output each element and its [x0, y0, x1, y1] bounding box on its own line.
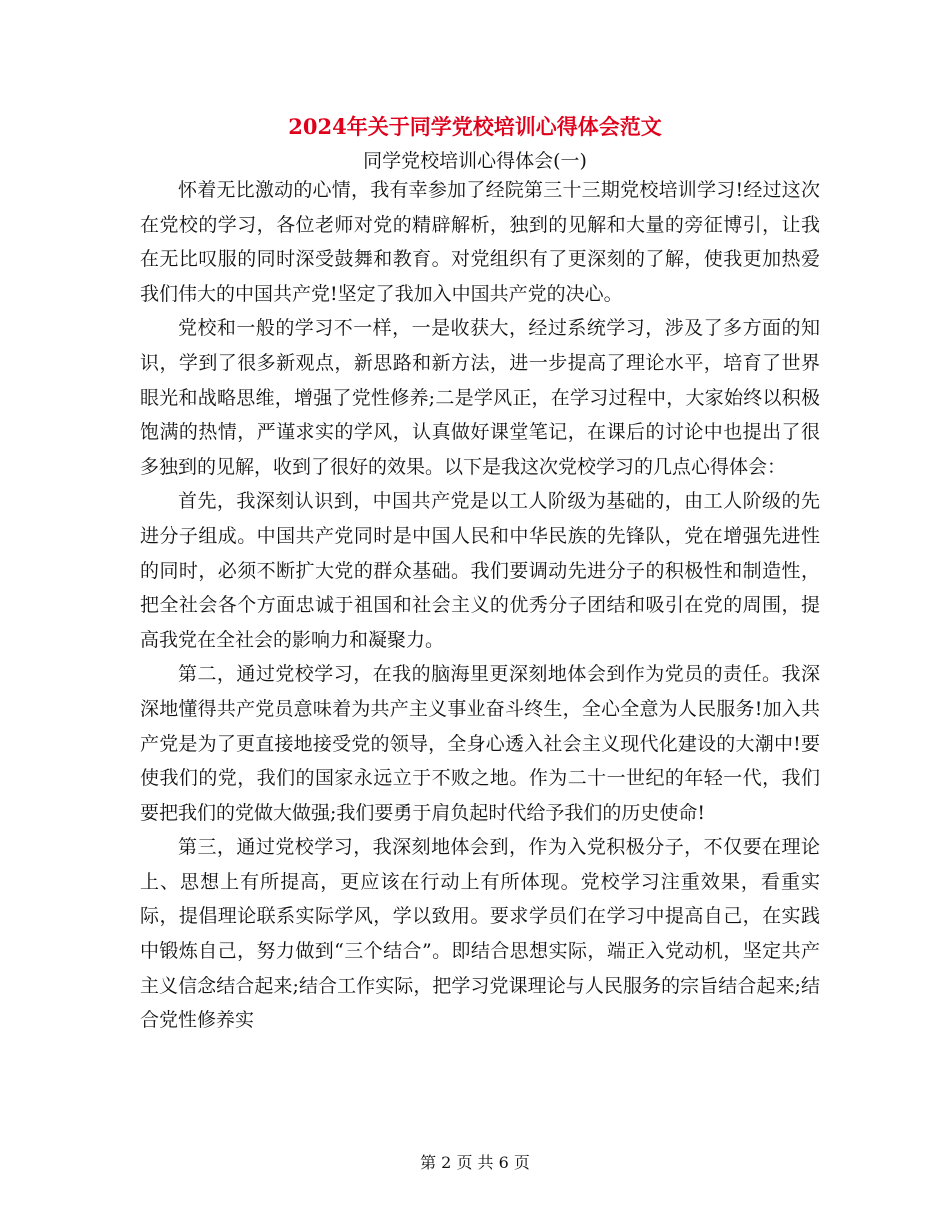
- page-number-footer: 第 2 页 共 6 页: [420, 1153, 530, 1172]
- document-subtitle: 同学党校培训心得体会(一): [363, 150, 587, 172]
- paragraph-3: 首先，我深刻认识到，中国共产党是以工人阶级为基础的，由工人阶级的先进分子组成。中国共产党同时是中国人民和中华民族的先锋队，党在增强先进性的同时，必须不断扩大党的群众基础。我们要调动先进分子的积极性和制造性，把全社会各个方面忠诚于祖国和社会主义的优秀分子团结和吸引在党的周围，提高我党在全社会的影响力和凝聚力。: [140, 490, 820, 651]
- paragraph-1: 怀着无比激动的心情，我有幸参加了经院第三十三期党校培训学习!经过这次在党校的学习，各位老师对党的精辟解析，独到的见解和大量的旁征博引，让我在无比叹服的同时深受鼓舞和教育。对党组织有了更深刻的了解，使我更加热爱我们伟大的中国共产党!坚定了我加入中国共产党的决心。: [140, 179, 820, 305]
- document-title: 2024年关于同学党校培训心得体会范文: [288, 114, 662, 139]
- paragraph-5: 第三，通过党校学习，我深刻地体会到，作为入党积极分子，不仅要在理论上、思想上有所提高，更应该在行动上有所体现。党校学习注重效果，看重实际，提倡理论联系实际学风，学以致用。要求学员们在学习中提高自己，在实践中锻炼自己，努力做到“三个结合”。即结合思想实际，端正入党动机，坚定共产主义信念结合起来;结合工作实际，把学习党课理论与人民服务的宗旨结合起来;结合党性修养实: [140, 836, 820, 1032]
- paragraph-2: 党校和一般的学习不一样，一是收获大，经过系统学习，涉及了多方面的知识，学到了很多新观点，新思路和新方法，进一步提高了理论水平，培育了世界眼光和战略思维，增强了党性修养;二是学风正，在学习过程中，大家始终以积极饱满的热情，严谨求实的学风，认真做好课堂笔记，在课后的讨论中也提出了很多独到的见解，收到了很好的效果。以下是我这次党校学习的几点心得体会：: [140, 317, 820, 478]
- document-body: [140, 173, 820, 1038]
- paragraph-4: 第二，通过党校学习，在我的脑海里更深刻地体会到作为党员的责任。我深深地懂得共产党员意味着为共产主义事业奋斗终生，全心全意为人民服务!加入共产党是为了更直接地接受党的领导，全身心透入社会主义现代化建设的大潮中!要使我们的党，我们的国家永远立于不败之地。作为二十一世纪的年轻一代，我们要把我们的党做大做强;我们要勇于肩负起时代给予我们的历史使命!: [140, 663, 820, 824]
